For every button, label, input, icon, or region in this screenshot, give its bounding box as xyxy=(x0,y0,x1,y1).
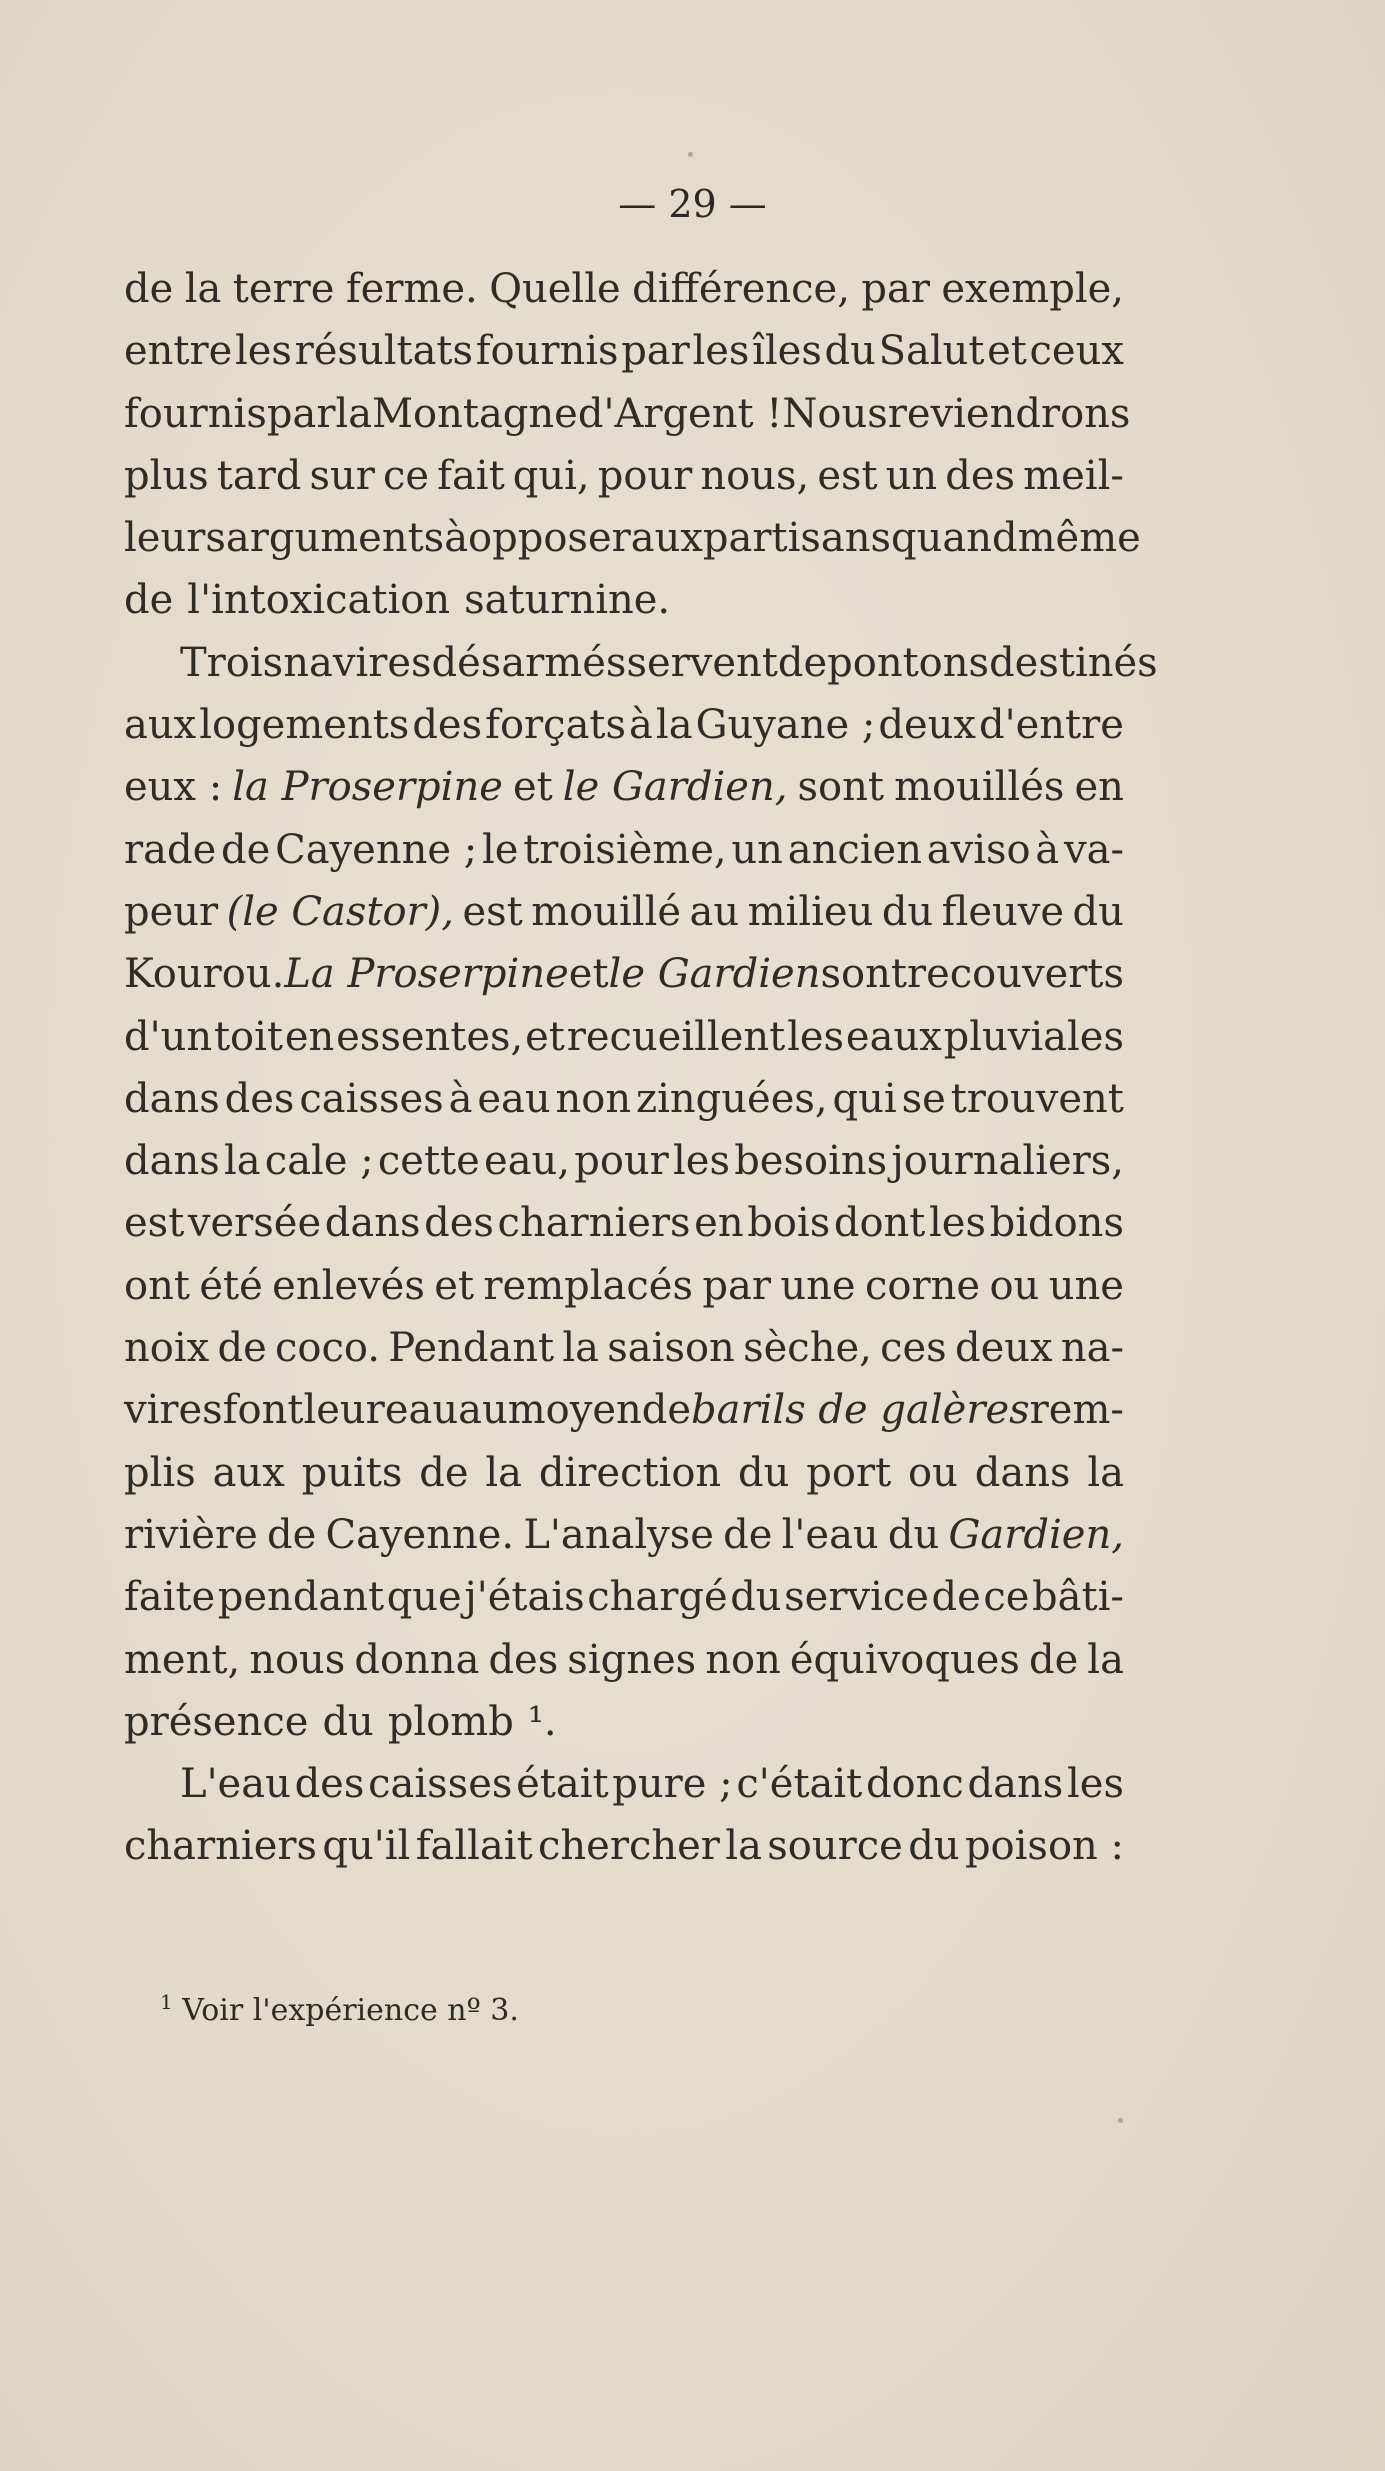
word: donc xyxy=(865,1761,964,1808)
word: même xyxy=(1017,515,1141,562)
word: c'était xyxy=(736,1761,863,1808)
text-line xyxy=(124,1504,1124,1566)
word: charniers xyxy=(497,1200,691,1247)
text-line xyxy=(124,756,1124,818)
word: de xyxy=(124,266,174,312)
text-line xyxy=(124,1130,1124,1192)
word: arguments xyxy=(225,515,445,562)
word: destinés xyxy=(989,639,1158,686)
word: signes xyxy=(567,1636,697,1683)
text-line xyxy=(124,507,1141,569)
ship-name-italic: le Gardien, xyxy=(562,764,788,811)
word: des xyxy=(224,1075,295,1122)
text-line xyxy=(124,1379,1124,1441)
word: Cayenne. xyxy=(325,1511,515,1558)
text-line xyxy=(124,943,1124,1005)
word: les xyxy=(692,328,750,375)
word: dans xyxy=(967,1761,1064,1808)
ship-name-italic: le Gardien xyxy=(608,951,821,998)
word: les xyxy=(787,1013,845,1060)
word: L'analyse xyxy=(523,1511,714,1558)
word: puits xyxy=(301,1449,403,1496)
word: chercher xyxy=(538,1823,720,1870)
word: est xyxy=(462,888,523,935)
word: eau xyxy=(384,1387,459,1434)
word: de xyxy=(419,1449,469,1496)
word: pour xyxy=(597,452,693,499)
word: eau, xyxy=(484,1138,571,1185)
text-line xyxy=(124,1753,1124,1815)
word: caisses xyxy=(299,1075,444,1122)
word: font xyxy=(222,1387,304,1434)
word: de xyxy=(266,1511,317,1558)
word: ancien xyxy=(787,826,922,873)
word: zinguées, xyxy=(636,1075,828,1122)
word: à xyxy=(448,1075,473,1122)
text-line xyxy=(124,1006,1124,1068)
word: moyen xyxy=(507,1387,642,1434)
word: à xyxy=(1035,826,1060,873)
word: mouillés xyxy=(894,764,1065,811)
word: bâti- xyxy=(1032,1574,1124,1621)
word: essentes, xyxy=(336,1013,524,1060)
word: la xyxy=(725,1823,762,1870)
word: deux xyxy=(954,1325,1053,1372)
word: remplacés xyxy=(483,1262,693,1309)
word: ce xyxy=(383,452,430,499)
word: navires xyxy=(283,639,432,686)
word: versée xyxy=(187,1200,322,1247)
text-line xyxy=(124,258,1124,320)
word: dans xyxy=(124,1075,220,1122)
word: l'intoxication xyxy=(187,577,451,624)
footnote-reference: ¹. xyxy=(527,1698,557,1745)
word: le xyxy=(481,826,519,873)
word: la xyxy=(562,1325,600,1372)
word: d'Argent ! xyxy=(577,390,783,437)
word: est xyxy=(817,452,878,499)
word: aux xyxy=(630,515,703,562)
word: leurs xyxy=(124,515,226,562)
word: Salut xyxy=(878,328,985,375)
word: du xyxy=(881,888,934,935)
word: milieu xyxy=(747,888,874,935)
word: l'eau xyxy=(781,1511,879,1558)
text-line xyxy=(124,1192,1124,1254)
text-line xyxy=(124,694,1124,756)
word: caisses xyxy=(368,1761,513,1808)
word: du xyxy=(730,1574,782,1621)
word: des xyxy=(294,1761,365,1808)
word: nous xyxy=(249,1636,346,1683)
word: bidons xyxy=(989,1200,1124,1247)
word: Quelle xyxy=(489,266,621,312)
word: désarmés xyxy=(431,639,627,686)
word: Kourou. xyxy=(124,951,285,998)
word: pour xyxy=(574,1138,669,1185)
text-line xyxy=(124,1566,1124,1628)
word: troisième, xyxy=(523,826,727,873)
footnote-text: Voir l'expérience nº 3. xyxy=(182,1993,519,2028)
word: reviendrons xyxy=(887,390,1131,437)
word: d'entre xyxy=(979,702,1124,749)
word: pontons xyxy=(827,639,990,686)
text-line xyxy=(124,1068,1124,1130)
text-line xyxy=(124,569,1124,631)
word: service xyxy=(784,1574,929,1621)
word: par xyxy=(266,390,336,437)
word: ces xyxy=(880,1325,947,1372)
word: mouillé xyxy=(531,888,682,935)
word: Trois xyxy=(180,639,284,686)
text-line xyxy=(124,445,1124,507)
word: de xyxy=(217,1325,267,1372)
word: na- xyxy=(1060,1325,1124,1372)
word: Nous xyxy=(782,390,888,437)
word: sont xyxy=(820,951,907,998)
word: fournis xyxy=(475,328,619,375)
word: eux : xyxy=(124,764,223,811)
word: coco. xyxy=(275,1325,380,1372)
word: j'étais xyxy=(464,1574,585,1621)
word: trouvent xyxy=(950,1075,1124,1122)
text-line xyxy=(124,1629,1124,1691)
word: fallait xyxy=(415,1823,533,1870)
word: ferme. xyxy=(345,266,478,312)
word: aux xyxy=(212,1449,285,1496)
text-line xyxy=(124,632,1158,694)
text-line xyxy=(124,1691,1124,1753)
word: et xyxy=(987,328,1027,375)
word: quand xyxy=(891,515,1018,562)
word: la xyxy=(184,266,222,312)
word: va- xyxy=(1064,826,1124,873)
word: recueillent xyxy=(566,1013,786,1060)
word: par xyxy=(702,1262,771,1309)
word: à xyxy=(444,515,469,562)
word: fournis xyxy=(124,390,267,437)
word: exemple, xyxy=(941,266,1124,312)
word: tard xyxy=(216,452,302,499)
word: sont xyxy=(797,764,884,811)
word: au xyxy=(689,888,740,935)
word: de xyxy=(1028,1636,1079,1683)
word: aux xyxy=(124,702,197,749)
word: la xyxy=(1087,1636,1124,1683)
word: des xyxy=(424,1200,494,1247)
word: la xyxy=(335,390,373,437)
word: îles xyxy=(752,328,822,375)
word: bois xyxy=(747,1200,831,1247)
word: du xyxy=(824,328,876,375)
word: présence xyxy=(124,1698,309,1745)
word: de xyxy=(221,826,271,873)
word: ment, xyxy=(124,1636,241,1683)
word: un xyxy=(731,826,783,873)
word: se xyxy=(901,1075,946,1122)
word: rivière xyxy=(124,1511,258,1558)
paper-speck xyxy=(688,152,693,157)
word: nous, xyxy=(700,452,810,499)
ship-name-italic: Gardien, xyxy=(948,1511,1124,1558)
word: du xyxy=(738,1449,790,1496)
text-line xyxy=(124,383,1131,445)
text-line xyxy=(124,1317,1124,1379)
word: corne xyxy=(865,1262,981,1309)
word: ont xyxy=(124,1262,190,1309)
word: des xyxy=(412,702,483,749)
text-line xyxy=(124,881,1124,943)
word: et xyxy=(434,1262,475,1309)
word: été xyxy=(199,1262,263,1309)
word: résultats xyxy=(294,328,474,375)
word: plus xyxy=(124,452,209,499)
word: ou xyxy=(908,1449,958,1496)
word: donna xyxy=(354,1636,480,1683)
word: la xyxy=(485,1449,523,1496)
footnote-marker: 1 xyxy=(160,1990,173,2014)
word: par xyxy=(621,328,690,375)
word: que xyxy=(386,1574,462,1621)
word: poison : xyxy=(964,1823,1124,1870)
word: eau xyxy=(477,1075,551,1122)
word: de xyxy=(931,1574,981,1621)
word: la xyxy=(223,1138,261,1185)
word: qui xyxy=(832,1075,897,1122)
word: en xyxy=(694,1200,744,1247)
word: saison xyxy=(607,1325,735,1372)
ship-name-italic: La Proserpine xyxy=(284,951,569,998)
word: et xyxy=(568,951,609,998)
word: source xyxy=(767,1823,903,1870)
word: pure ; xyxy=(612,1761,733,1808)
word: leur xyxy=(303,1387,385,1434)
word: différence, xyxy=(632,266,850,312)
footnote xyxy=(160,1990,519,2028)
word: pluviales xyxy=(943,1013,1124,1060)
word: charniers xyxy=(124,1823,318,1870)
word: enlevés xyxy=(272,1262,425,1309)
word: forçats xyxy=(485,702,627,749)
text-line xyxy=(124,819,1124,881)
ship-name-italic: (le Castor), xyxy=(226,888,455,935)
word: plis xyxy=(124,1449,196,1496)
word: de xyxy=(777,639,828,686)
ship-name-italic: la Proserpine xyxy=(232,764,503,811)
word: rade xyxy=(124,826,217,873)
word: d'un xyxy=(124,1013,213,1060)
word: cale ; xyxy=(264,1138,374,1185)
word: besoins xyxy=(734,1138,888,1185)
word: équivoques xyxy=(789,1636,1020,1683)
word: non xyxy=(555,1075,632,1122)
word: servent xyxy=(626,639,778,686)
word: au xyxy=(458,1387,508,1434)
word: les xyxy=(234,328,292,375)
word: fait xyxy=(437,452,505,499)
word: dans xyxy=(124,1138,220,1185)
word: direction xyxy=(538,1449,722,1496)
word: peur xyxy=(124,888,219,935)
word: partisans xyxy=(702,515,892,562)
word: meil- xyxy=(1023,452,1124,499)
word: à xyxy=(629,702,653,749)
page-number: — 29 — xyxy=(618,182,767,226)
word: de xyxy=(124,577,174,624)
word: vires xyxy=(124,1387,223,1434)
word: deux xyxy=(878,702,976,749)
word: ou xyxy=(989,1262,1040,1309)
word: sèche, xyxy=(743,1325,872,1372)
word: de xyxy=(723,1511,773,1558)
word: cette xyxy=(377,1138,480,1185)
word: et xyxy=(512,764,553,811)
word: par xyxy=(861,266,930,312)
word: Montagne xyxy=(372,390,578,437)
word: les xyxy=(673,1138,730,1185)
word: opposer xyxy=(468,515,631,562)
word: qu'il xyxy=(322,1823,411,1870)
word: en xyxy=(1074,764,1124,811)
text-line xyxy=(124,320,1124,382)
word: rem- xyxy=(1029,1387,1124,1434)
word: plomb xyxy=(387,1698,514,1745)
word: dans xyxy=(324,1200,421,1247)
word: de xyxy=(641,1387,692,1434)
word: pendant xyxy=(217,1574,385,1621)
word: fleuve xyxy=(941,888,1065,935)
word: une xyxy=(780,1262,856,1309)
word: entre xyxy=(124,328,233,375)
word: du xyxy=(908,1823,960,1870)
word: dont xyxy=(833,1200,926,1247)
word: du xyxy=(887,1511,940,1558)
word: un xyxy=(885,452,938,499)
word: terre xyxy=(232,266,335,312)
word: des xyxy=(488,1636,559,1683)
word: la xyxy=(1087,1449,1124,1496)
word: saturnine. xyxy=(464,577,671,624)
word: Pendant xyxy=(388,1325,555,1372)
word: et xyxy=(525,1013,565,1060)
word: dans xyxy=(974,1449,1071,1496)
paper-speck xyxy=(1118,2118,1123,2123)
word: ceux xyxy=(1029,328,1124,375)
body-text xyxy=(124,258,1158,1878)
word: aviso xyxy=(926,826,1031,873)
word: Guyane ; xyxy=(695,702,876,749)
word: la xyxy=(655,702,693,749)
word: du xyxy=(1072,888,1124,935)
word: des xyxy=(945,452,1016,499)
word: logements xyxy=(199,702,410,749)
text-line xyxy=(124,1442,1124,1504)
word: recouverts xyxy=(906,951,1124,998)
word: Cayenne ; xyxy=(275,826,478,873)
word: les xyxy=(1067,1761,1124,1808)
word: qui, xyxy=(512,452,590,499)
text-line xyxy=(124,1255,1124,1317)
word: est xyxy=(124,1200,185,1247)
word: journaliers, xyxy=(891,1138,1124,1185)
word: non xyxy=(705,1636,781,1683)
text-line xyxy=(124,1815,1124,1877)
word: chargé xyxy=(587,1574,728,1621)
word: toit xyxy=(213,1013,283,1060)
word: ce xyxy=(983,1574,1030,1621)
word: sur xyxy=(309,452,375,499)
word: était xyxy=(516,1761,609,1808)
word: L'eau xyxy=(180,1761,291,1808)
word: noix xyxy=(124,1325,210,1372)
word: eaux xyxy=(845,1013,942,1060)
word: du xyxy=(322,1698,374,1745)
term-italic: barils de galères xyxy=(691,1387,1030,1434)
word: les xyxy=(928,1200,986,1247)
word: une xyxy=(1048,1262,1124,1309)
word: en xyxy=(284,1013,335,1060)
word: port xyxy=(806,1449,892,1496)
word: faite xyxy=(124,1574,216,1621)
